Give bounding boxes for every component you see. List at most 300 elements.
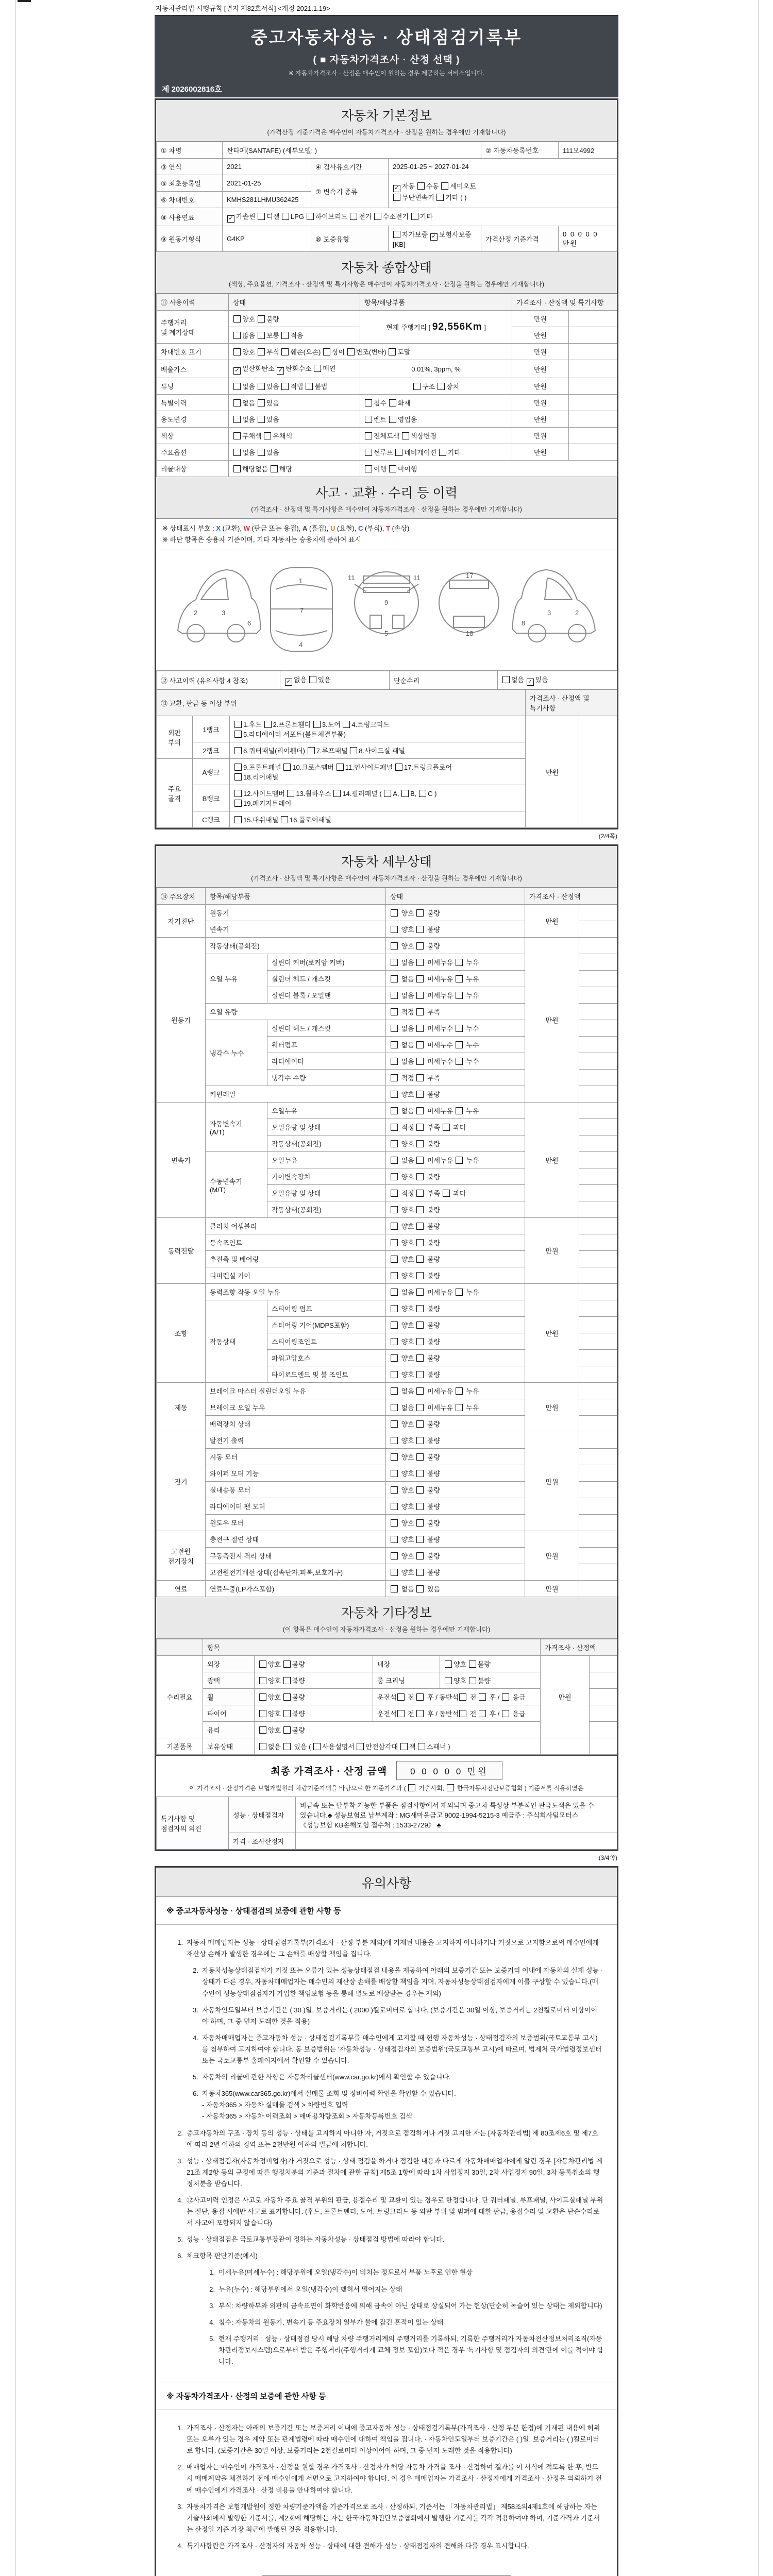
checkbox[interactable] [416, 1272, 424, 1279]
cell: 만원 [525, 1531, 579, 1581]
checkbox[interactable] [365, 432, 372, 439]
cell: 가격조사 · 산정액 및 특기사항 [512, 294, 617, 311]
svg-text:11: 11 [413, 574, 421, 582]
checkbox[interactable] [416, 1008, 424, 1015]
checkbox[interactable] [391, 1404, 398, 1411]
detail-state-table [156, 888, 617, 1597]
checkbox[interactable] [391, 975, 398, 982]
checkbox[interactable] [234, 721, 242, 728]
checkbox[interactable] [418, 1743, 425, 1750]
cell: 양호 불량 [386, 905, 525, 921]
checkbox[interactable] [271, 465, 278, 472]
checkbox[interactable] [233, 348, 241, 355]
checkbox[interactable] [391, 1338, 398, 1345]
cell: 만원 [512, 360, 569, 378]
checkbox[interactable] [258, 332, 265, 339]
checkbox[interactable] [234, 800, 242, 807]
checkbox[interactable] [391, 1486, 398, 1494]
checkbox[interactable] [283, 1726, 291, 1734]
diagram-legend [156, 519, 617, 550]
cell: 침수 화재 [360, 395, 512, 411]
checkbox[interactable] [258, 383, 265, 390]
checkbox[interactable] [416, 926, 424, 933]
checkbox[interactable] [309, 676, 316, 683]
checkbox[interactable] [416, 1239, 424, 1246]
svg-text:18: 18 [466, 630, 474, 638]
cell: 주요 골격 [157, 759, 193, 828]
checkbox[interactable] [391, 1239, 398, 1246]
checkbox[interactable] [391, 1157, 398, 1164]
checkbox[interactable] [408, 1784, 415, 1791]
checkbox[interactable] [411, 213, 418, 220]
checkbox[interactable] [333, 790, 341, 797]
checkbox[interactable] [391, 1585, 398, 1592]
cell: 없음 ✓ 있음 [498, 671, 617, 689]
checkbox[interactable] [416, 1124, 424, 1131]
cell: 브레이크 오일 누유 [206, 1399, 386, 1416]
checkbox[interactable] [365, 399, 372, 406]
checkbox[interactable] [416, 1140, 424, 1147]
table-row [157, 1531, 617, 1548]
checkbox[interactable] [391, 1025, 398, 1032]
checkbox[interactable] [389, 399, 396, 406]
checkbox[interactable] [416, 1710, 424, 1717]
cell: 수동변속기 (M/T) [206, 1152, 267, 1218]
checkbox[interactable] [401, 790, 409, 797]
checkbox[interactable] [456, 1025, 463, 1032]
cell: 없음 미세누수 누수 [386, 1037, 525, 1053]
cell: ⑤ 최초등록일 [157, 175, 223, 192]
checkbox[interactable] [337, 764, 344, 771]
checkbox[interactable] [233, 383, 241, 390]
checkbox[interactable] [233, 315, 241, 323]
checkbox[interactable] [413, 383, 421, 390]
checkbox[interactable] [350, 213, 357, 220]
checkbox[interactable] [479, 1693, 486, 1701]
checkbox[interactable] [416, 1256, 424, 1263]
checkbox[interactable] [391, 942, 398, 950]
table-row [157, 294, 617, 311]
checkbox[interactable] [416, 1190, 424, 1197]
checkbox[interactable] [456, 1041, 463, 1048]
section-overall [156, 252, 617, 294]
checkbox-checked[interactable]: ✓ [227, 215, 234, 223]
checkbox[interactable] [347, 348, 355, 355]
checkbox[interactable] [234, 773, 242, 781]
cell [579, 1103, 617, 1119]
checkbox[interactable] [393, 194, 400, 201]
checkbox[interactable] [259, 1710, 266, 1717]
checkbox[interactable] [397, 1693, 405, 1701]
cell: 적정 부족 과다 [386, 1185, 525, 1201]
checkbox[interactable] [438, 383, 445, 390]
cell: 휠 [203, 1689, 255, 1705]
checkbox[interactable] [402, 432, 409, 439]
cell: 실린더 헤드 / 개스킷 [267, 971, 386, 987]
checkbox[interactable] [391, 1223, 398, 1230]
checkbox[interactable] [391, 1569, 398, 1576]
checkbox-checked[interactable]: ✓ [527, 679, 534, 686]
final-price-label: 최종 가격조사 · 산정 금액 [271, 1766, 388, 1777]
cell: 타이로드엔드 및 볼 조인트 [267, 1366, 386, 1383]
checkbox[interactable] [259, 1743, 266, 1750]
checkbox[interactable] [259, 1660, 266, 1668]
checkbox[interactable] [391, 1470, 398, 1477]
checkbox[interactable] [417, 182, 425, 190]
cell: 실린더 헤드 / 개스킷 [267, 1020, 386, 1037]
checkbox[interactable] [264, 721, 272, 728]
checkbox[interactable] [416, 1536, 424, 1543]
cell: 양호 불량 [386, 1548, 525, 1564]
checkbox[interactable] [282, 213, 289, 220]
checkbox[interactable] [258, 348, 265, 355]
cell [579, 1152, 617, 1168]
cell: 만원 [512, 444, 569, 461]
form-table [156, 1797, 617, 1850]
cell: 브레이크 마스터 실린더오일 누유 [206, 1383, 386, 1399]
checkbox[interactable] [308, 747, 315, 754]
table-row [157, 671, 617, 689]
checkbox[interactable] [391, 959, 398, 966]
checkbox[interactable] [416, 1569, 424, 1576]
checkbox[interactable] [234, 816, 242, 823]
cell: ① 차명 [157, 142, 223, 159]
checkbox[interactable] [234, 790, 242, 797]
checkbox[interactable] [416, 1486, 424, 1494]
checkbox-checked[interactable]: ✓ [393, 185, 400, 192]
checkbox[interactable] [391, 1503, 398, 1510]
checkbox[interactable] [391, 909, 398, 917]
checkbox[interactable] [416, 1206, 424, 1213]
checkbox[interactable] [391, 1420, 398, 1428]
checkbox[interactable] [374, 213, 381, 220]
cell: 양호 불량 [386, 938, 525, 954]
notice-item-number: 2. [177, 2463, 183, 2471]
checkbox[interactable] [391, 1091, 398, 1098]
checkbox[interactable] [416, 1321, 424, 1329]
cell: 111모4992 [559, 142, 617, 159]
checkbox[interactable] [391, 992, 398, 999]
notice-item-text: 자동차매매업자는 중고자동차 성능 · 상태점검기록부를 매수인에게 고지할 때 현행 자동차성능 · 상태점검자의 보증범위(국토교통부 고시)를 첨부하여 고지하여야 합니다. 동 보증범위는 '자동차성능 · 상태점검자의 보증범위'(국토교통부 고시)에 따르며, 법제처 국가법령정보센터 또는 국토교통부 홈페이지에서 확인할 수 있습니다. [202, 2033, 602, 2065]
accident-history-row [156, 671, 617, 689]
checkbox-checked[interactable]: ✓ [430, 233, 438, 241]
checkbox[interactable] [502, 676, 510, 683]
checkbox[interactable] [391, 1437, 398, 1444]
checkbox[interactable] [281, 816, 288, 823]
checkbox[interactable] [391, 1305, 398, 1312]
checkbox[interactable] [365, 449, 372, 456]
checkbox[interactable] [391, 1519, 398, 1527]
cell: 15.대쉬패널 16.플로어패널 [230, 811, 526, 828]
checkbox[interactable] [343, 721, 350, 728]
checkbox[interactable] [416, 1420, 424, 1428]
checkbox[interactable] [416, 1058, 424, 1065]
checkbox[interactable] [281, 332, 289, 339]
checkbox[interactable] [469, 1660, 476, 1668]
checkbox[interactable] [416, 909, 424, 917]
page-subtitle: ( ■ 자동차가격조사 · 산정 선택 ) [313, 55, 460, 65]
table-row [157, 1639, 617, 1656]
checkbox[interactable] [439, 449, 446, 456]
cell: 실내송풍 모터 [206, 1482, 386, 1498]
checkbox[interactable] [397, 1710, 405, 1717]
checkbox[interactable] [287, 790, 294, 797]
checkbox[interactable] [416, 1437, 424, 1444]
cell: 외판 부위 [157, 716, 193, 759]
checkbox[interactable] [391, 1552, 398, 1560]
checkbox[interactable] [259, 1677, 266, 1684]
checkbox[interactable] [416, 1157, 424, 1164]
checkbox[interactable] [441, 182, 448, 190]
checkbox[interactable] [391, 1371, 398, 1378]
checkbox[interactable] [416, 1693, 424, 1701]
notice-item [185, 2005, 603, 2027]
cell: ⑬ 교환, 판금 등 이상 부위 [157, 690, 526, 716]
cell [579, 971, 617, 987]
checkbox[interactable] [416, 942, 424, 950]
notice-item-text: 미세누유(미세누수) : 해당부위에 오일(냉각수)이 비치는 정도로서 부품 노후로 인한 현상 [219, 2268, 473, 2277]
checkbox[interactable] [391, 1536, 398, 1543]
checkbox[interactable] [391, 926, 398, 933]
table-row [157, 159, 617, 175]
checkbox[interactable] [384, 790, 391, 797]
checkbox[interactable] [233, 399, 241, 406]
cell: 양호 불량 [386, 1218, 525, 1234]
checkbox[interactable] [416, 959, 424, 966]
cell: 오일유량 및 상태 [267, 1185, 386, 1201]
cell: 없음 미세누유 누유 [386, 1284, 525, 1300]
checkbox[interactable] [259, 1726, 266, 1734]
panel-rank-table [156, 689, 617, 828]
cell: 적정 부족 [386, 1070, 525, 1086]
checkbox[interactable] [416, 1371, 424, 1378]
checkbox[interactable] [283, 1693, 291, 1701]
cell [579, 1515, 617, 1531]
checkbox[interactable] [416, 1173, 424, 1180]
checkbox[interactable] [357, 1743, 364, 1750]
checkbox[interactable] [445, 1677, 452, 1684]
checkbox[interactable] [416, 992, 424, 999]
cell: 없음 미세누유 누유 [386, 1399, 525, 1416]
checkbox[interactable] [391, 1074, 398, 1081]
checkbox[interactable] [416, 1338, 424, 1345]
checkbox[interactable] [389, 416, 396, 423]
checkbox[interactable] [323, 348, 330, 355]
checkbox[interactable] [443, 1124, 450, 1131]
checkbox[interactable] [307, 213, 314, 220]
checkbox[interactable] [400, 1743, 408, 1750]
cell [579, 905, 617, 921]
checkbox[interactable] [281, 348, 289, 355]
checkbox[interactable] [456, 992, 463, 999]
checkbox[interactable] [391, 1058, 398, 1065]
checkbox[interactable] [350, 747, 357, 754]
svg-text:3: 3 [547, 609, 551, 617]
checkbox[interactable] [283, 764, 291, 771]
checkbox[interactable] [314, 365, 321, 372]
checkbox[interactable] [258, 416, 265, 423]
checkbox[interactable] [419, 790, 426, 797]
checkbox[interactable] [258, 213, 265, 220]
legend-segment: A [302, 524, 308, 532]
checkbox[interactable] [416, 1025, 424, 1032]
checkbox[interactable] [389, 465, 396, 472]
checkbox[interactable] [233, 449, 241, 456]
cell [579, 1399, 617, 1416]
checkbox-checked[interactable]: ✓ [277, 367, 284, 375]
cell: 스티어링조인트 [267, 1333, 386, 1350]
checkbox[interactable] [416, 1305, 424, 1312]
checkbox[interactable] [283, 1743, 291, 1750]
checkbox[interactable] [233, 465, 241, 472]
checkbox[interactable] [456, 975, 463, 982]
checkbox-checked[interactable]: ✓ [285, 679, 292, 686]
checkbox[interactable] [264, 432, 271, 439]
table-row [157, 344, 617, 360]
cell: 많음 보통 적음 [229, 327, 360, 344]
checkbox[interactable] [479, 1710, 486, 1717]
box-basic-info [155, 98, 618, 829]
checkbox[interactable] [391, 1140, 398, 1147]
checkbox[interactable] [281, 383, 289, 390]
checkbox[interactable] [391, 1453, 398, 1461]
checkbox[interactable] [416, 1453, 424, 1461]
checkbox[interactable] [395, 449, 402, 456]
cell: 양호 불량 [386, 1168, 525, 1185]
table-row [157, 905, 617, 921]
checkbox[interactable] [456, 1058, 463, 1065]
checkbox[interactable] [416, 1354, 424, 1362]
svg-text:11: 11 [348, 574, 355, 582]
cell: 발전기 출력 [206, 1432, 386, 1449]
cell: 양호 불량 [255, 1705, 373, 1722]
checkbox[interactable] [395, 764, 402, 771]
checkbox[interactable] [416, 1223, 424, 1230]
checkbox[interactable] [416, 1585, 424, 1592]
checkbox[interactable] [469, 1677, 476, 1684]
checkbox[interactable] [391, 1190, 398, 1197]
checkbox[interactable] [416, 1387, 424, 1395]
checkbox[interactable] [391, 1041, 398, 1048]
notice-item-number: 5. [209, 2334, 215, 2343]
checkbox[interactable] [391, 1173, 398, 1180]
checkbox[interactable] [391, 1387, 398, 1395]
checkbox[interactable] [283, 1677, 291, 1684]
cell: 0.01%, 3ppm, % [360, 360, 512, 378]
cell: 오일 유량 [206, 1004, 386, 1020]
checkbox[interactable] [502, 1693, 509, 1701]
checkbox[interactable] [365, 465, 372, 472]
checkbox[interactable] [258, 399, 265, 406]
checkbox[interactable] [234, 747, 242, 754]
cell: ⑩ 보증유형 [311, 226, 389, 252]
notice-item [170, 2250, 603, 2262]
checkbox[interactable] [234, 731, 242, 738]
checkbox[interactable] [258, 315, 265, 323]
checkbox[interactable] [389, 348, 396, 355]
checkbox[interactable] [416, 1041, 424, 1048]
checkbox[interactable] [365, 416, 372, 423]
notice-list-2 [156, 2410, 617, 2566]
checkbox[interactable] [416, 1470, 424, 1477]
checkbox[interactable] [313, 721, 321, 728]
checkbox[interactable] [283, 1710, 291, 1717]
checkbox[interactable] [391, 1124, 398, 1131]
checkbox[interactable] [436, 194, 444, 201]
checkbox[interactable] [456, 1107, 463, 1114]
checkbox[interactable] [258, 449, 265, 456]
checkbox[interactable] [416, 1289, 424, 1296]
svg-text:2: 2 [194, 609, 198, 617]
svg-text:1: 1 [299, 577, 303, 585]
checkbox[interactable] [416, 1519, 424, 1527]
checkbox[interactable] [502, 1710, 509, 1717]
notice-item-number: 2. [177, 2129, 183, 2137]
checkbox[interactable] [313, 1743, 321, 1750]
checkbox[interactable] [391, 1206, 398, 1213]
checkbox[interactable] [416, 1503, 424, 1510]
checkbox[interactable] [391, 1008, 398, 1015]
checkbox[interactable] [445, 1660, 452, 1668]
checkbox[interactable] [447, 1784, 454, 1791]
table-row [157, 395, 617, 411]
checkbox[interactable] [259, 1693, 266, 1701]
checkbox[interactable] [416, 975, 424, 982]
checkbox[interactable] [456, 1157, 463, 1164]
checkbox[interactable] [234, 764, 242, 771]
checkbox-checked[interactable]: ✓ [233, 367, 241, 375]
cell [569, 327, 617, 344]
cell: 양호 불량 [386, 1465, 525, 1482]
checkbox[interactable] [416, 1404, 424, 1411]
cell: 자기진단 [157, 905, 206, 938]
cell: ⑧ 사용연료 [157, 208, 223, 226]
checkbox[interactable] [233, 332, 241, 339]
cell: 만원 [512, 378, 569, 395]
checkbox[interactable] [456, 959, 463, 966]
checkbox[interactable] [391, 1289, 398, 1296]
checkbox[interactable] [456, 1387, 463, 1395]
cell: 없음 있음 ( 사용설명서 안전삼각대 잭 스패너 ) [255, 1738, 541, 1755]
section-etc-subtitle: (이 항목은 매수인이 자동차가격조사 · 산정을 원하는 경우에만 기재합니다) [282, 1626, 491, 1634]
checkbox[interactable] [393, 231, 400, 238]
cell [590, 1689, 617, 1705]
checkbox[interactable] [391, 1272, 398, 1279]
checkbox[interactable] [283, 1660, 291, 1668]
notice-item [170, 2156, 603, 2190]
checkbox[interactable] [456, 1404, 463, 1411]
checkbox[interactable] [416, 1552, 424, 1560]
checkbox[interactable] [443, 1190, 450, 1197]
checkbox[interactable] [391, 1107, 398, 1114]
checkbox[interactable] [233, 416, 241, 423]
checkbox[interactable] [306, 383, 313, 390]
table-row [157, 226, 617, 252]
checkbox[interactable] [459, 1710, 466, 1717]
checkbox[interactable] [391, 1321, 398, 1329]
svg-text:6: 6 [247, 619, 251, 628]
cell: 변속기 [206, 921, 386, 938]
checkbox[interactable] [456, 1289, 463, 1296]
checkbox[interactable] [391, 1354, 398, 1362]
checkbox[interactable] [416, 1091, 424, 1098]
checkbox[interactable] [416, 1074, 424, 1081]
checkbox[interactable] [233, 432, 241, 439]
checkbox[interactable] [459, 1693, 466, 1701]
cell: 유리 [203, 1722, 255, 1738]
checkbox[interactable] [416, 1107, 424, 1114]
checkbox[interactable] [391, 1256, 398, 1263]
